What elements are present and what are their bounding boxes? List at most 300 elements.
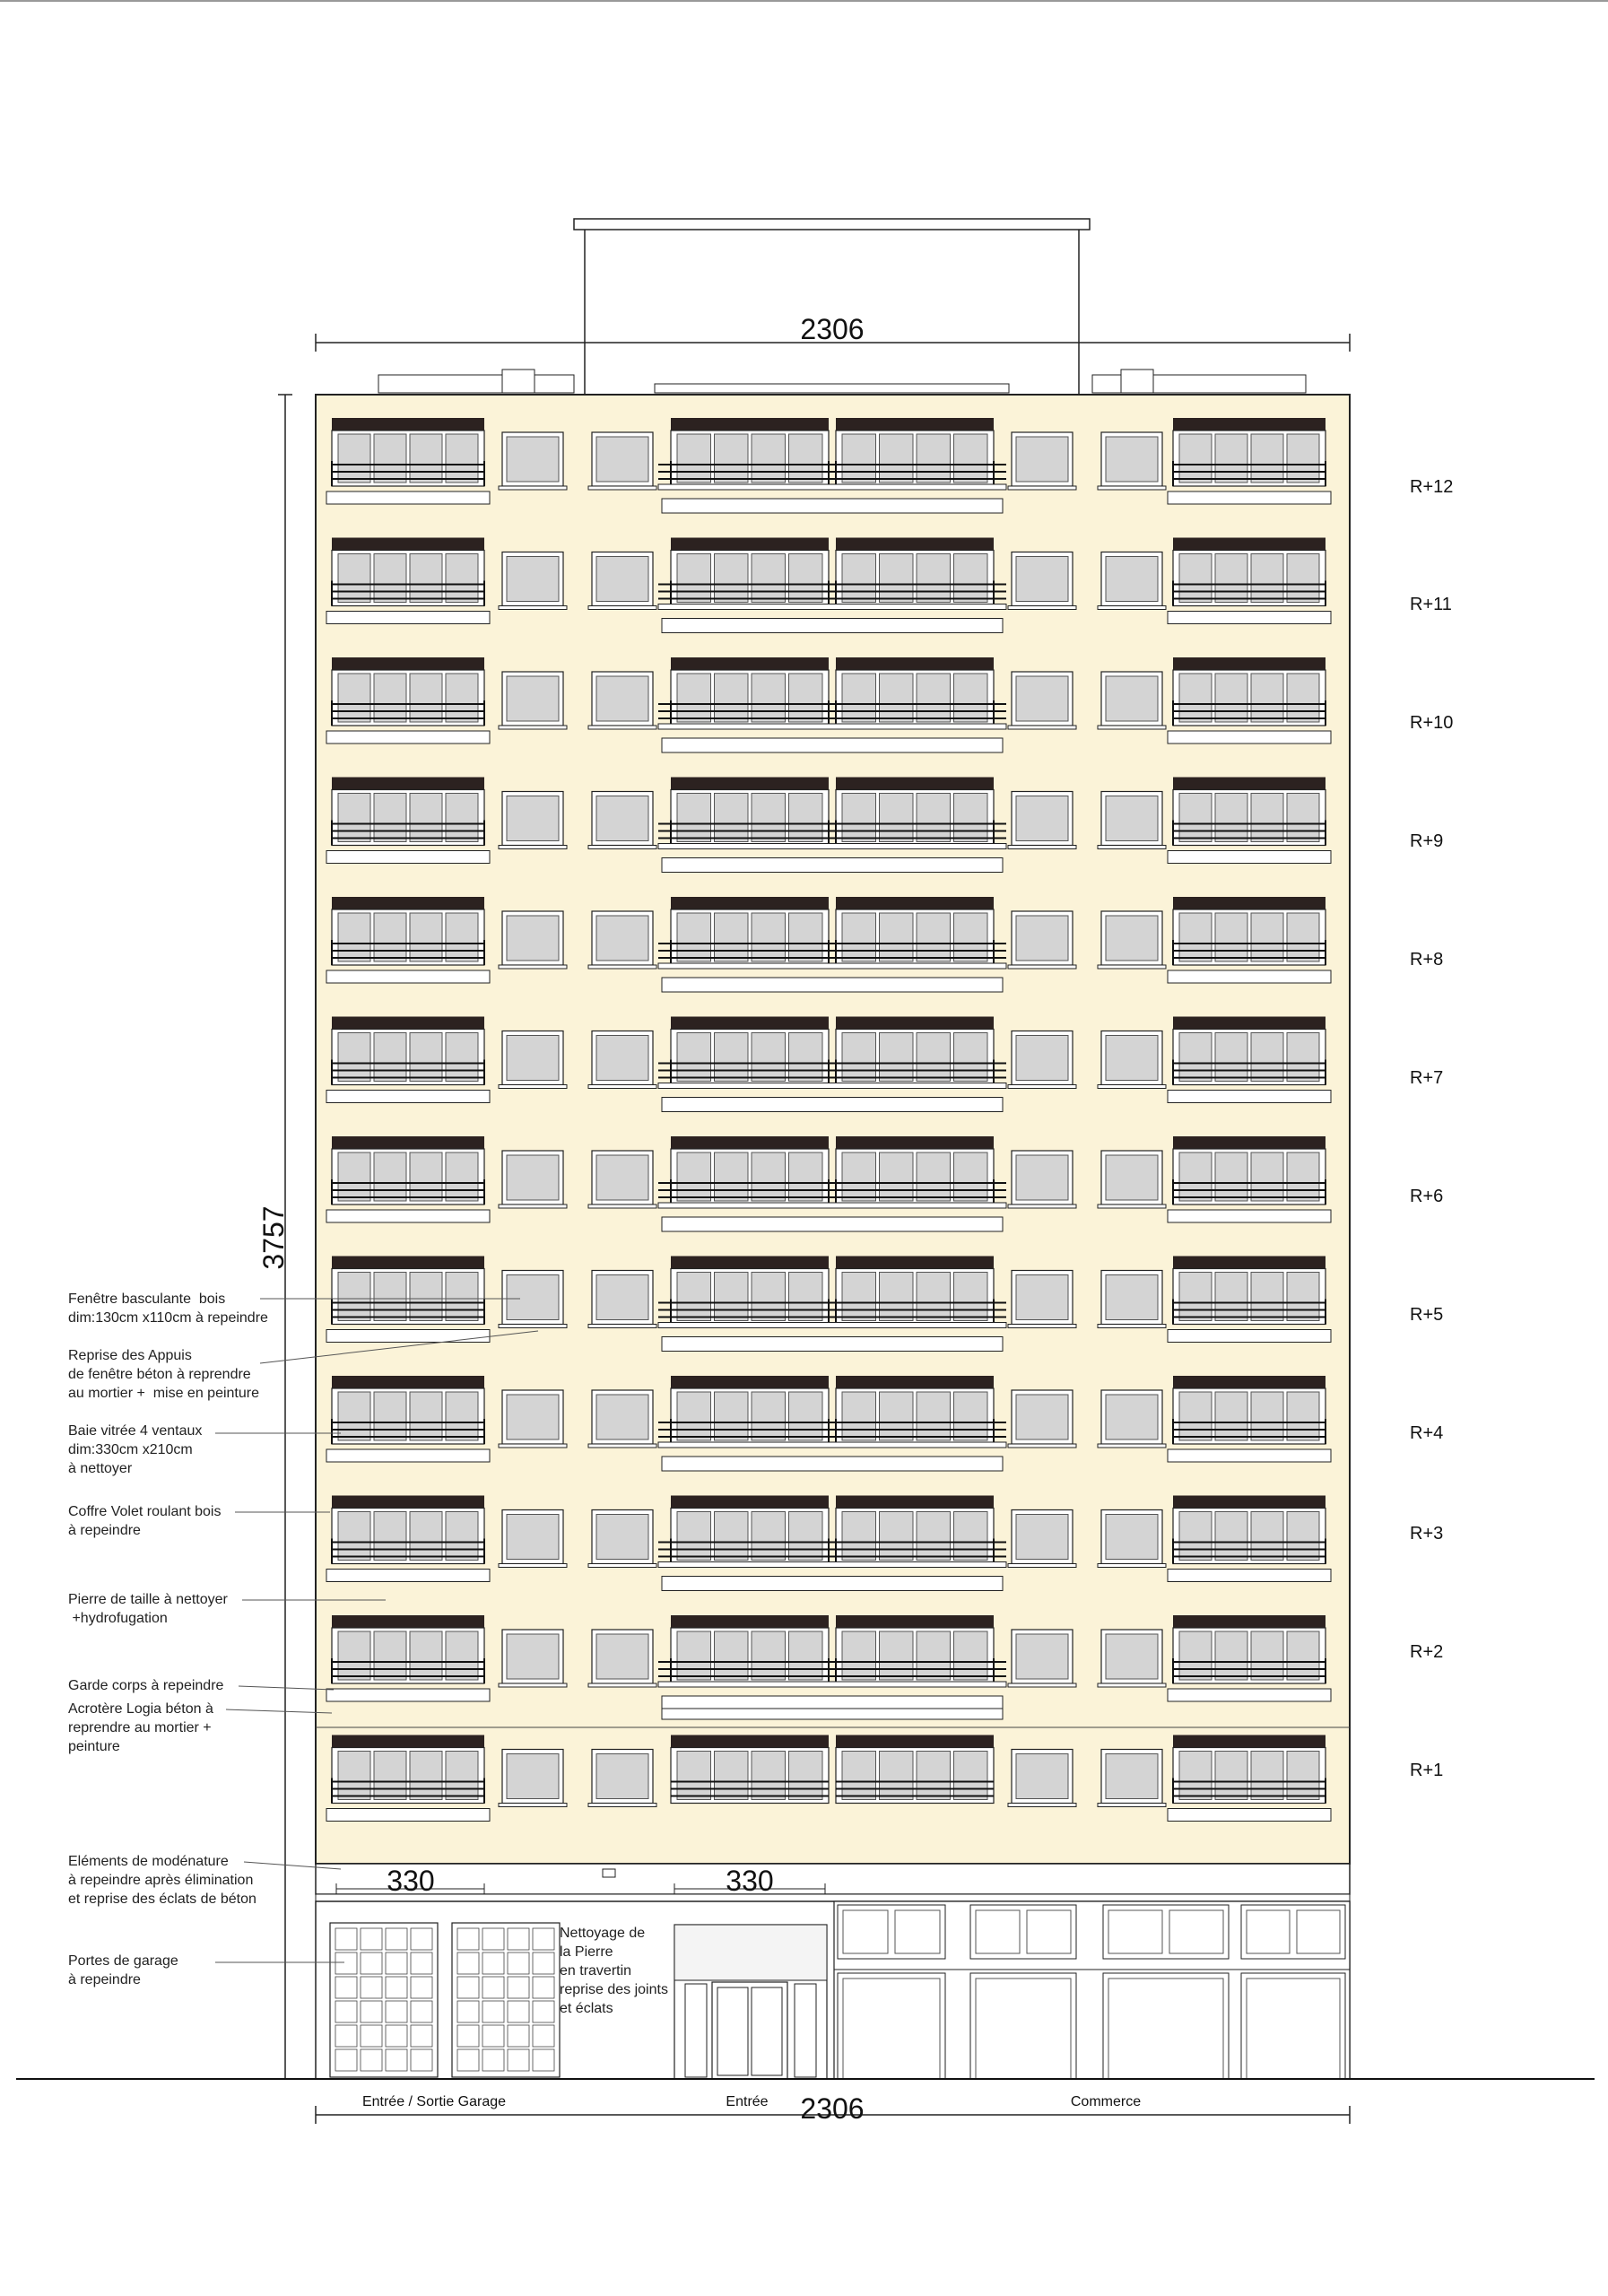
annotation-text: Baie vitrée 4 ventaux dim:330cm x210cm à nettoyer xyxy=(68,1423,203,1476)
glass-pane xyxy=(1251,674,1283,722)
window-sill xyxy=(499,1564,567,1568)
glass-pane xyxy=(1179,913,1212,961)
floor-11 xyxy=(326,538,1331,633)
annotation-7 xyxy=(68,1701,332,1754)
glass-pane xyxy=(789,913,823,961)
tilt-window-glass xyxy=(507,1155,559,1200)
shutter-box xyxy=(1173,1257,1326,1269)
transom-glass xyxy=(1247,1910,1290,1953)
loggia-slab xyxy=(1168,1330,1331,1343)
glass-pane xyxy=(374,913,406,961)
glass-pane xyxy=(954,913,988,961)
window-sill xyxy=(1008,1085,1076,1089)
balcony-soffit xyxy=(662,1709,1003,1719)
window-sill xyxy=(1098,1804,1166,1807)
window-sill xyxy=(1098,1085,1166,1089)
shutter-box xyxy=(836,657,994,670)
loggia-slab xyxy=(326,1210,490,1222)
garage-door-panel xyxy=(482,2001,504,2022)
annotation-text: Acrotère Logia béton à reprendre au mortier + peinture xyxy=(68,1701,213,1754)
glass-pane xyxy=(842,1631,876,1680)
glass-pane xyxy=(789,1033,823,1082)
shutter-box xyxy=(332,1615,484,1628)
commerce-glass xyxy=(1247,1979,1340,2079)
glass-pane xyxy=(917,913,951,961)
shutter-box xyxy=(836,1735,994,1748)
glass-pane xyxy=(446,1033,478,1082)
loggia-slab xyxy=(1168,1689,1331,1701)
glass-pane xyxy=(1287,1631,1319,1680)
tilt-window-glass xyxy=(507,796,559,841)
tilt-window-glass xyxy=(1106,916,1158,961)
glass-pane xyxy=(338,1392,370,1440)
glass-pane xyxy=(410,1273,442,1321)
shutter-box xyxy=(1173,418,1326,430)
tilt-window-glass xyxy=(1016,796,1068,841)
shutter-box xyxy=(836,538,994,551)
glass-pane xyxy=(1251,794,1283,842)
annotation-8 xyxy=(68,1854,341,1907)
garage-door-panel xyxy=(457,2049,479,2071)
glass-pane xyxy=(789,1631,823,1680)
tilt-window-glass xyxy=(507,1036,559,1081)
garage-door-panel xyxy=(457,2001,479,2022)
glass-pane xyxy=(880,794,914,842)
window-sill xyxy=(588,1683,656,1687)
glass-pane xyxy=(338,913,370,961)
glass-pane xyxy=(842,1512,876,1561)
glass-pane xyxy=(1179,554,1212,603)
shutter-box xyxy=(1173,778,1326,790)
tilt-window-glass xyxy=(1106,1395,1158,1439)
loggia-slab xyxy=(326,491,490,504)
glass-pane xyxy=(1179,1392,1212,1440)
tilt-window-glass xyxy=(507,1634,559,1679)
shutter-box xyxy=(332,538,484,551)
balcony-slab xyxy=(658,1323,1006,1328)
window-sill xyxy=(588,1564,656,1568)
glass-pane xyxy=(338,1273,370,1321)
transom-glass xyxy=(895,1910,940,1953)
garage-door-panel xyxy=(508,1977,529,1998)
glass-pane xyxy=(410,1512,442,1561)
glass-pane xyxy=(338,1631,370,1680)
shutter-box xyxy=(332,1735,484,1748)
balcony-slab xyxy=(658,604,1006,610)
level-label: R+12 xyxy=(1410,477,1454,497)
balcony-slab xyxy=(658,1562,1006,1568)
garage-door-panel xyxy=(361,1928,382,1950)
glass-pane xyxy=(338,434,370,483)
glass-pane xyxy=(1179,1033,1212,1082)
balcony-soffit xyxy=(662,1217,1003,1231)
loggia-slab xyxy=(326,612,490,624)
loggia-slab xyxy=(326,851,490,864)
annotation-9 xyxy=(68,1953,344,1987)
glass-pane xyxy=(410,554,442,603)
loggia-slab xyxy=(1168,1449,1331,1462)
garage-door-panel xyxy=(508,2001,529,2022)
tilt-window-glass xyxy=(507,557,559,602)
tilt-window-glass xyxy=(507,916,559,961)
glass-pane xyxy=(1215,1392,1247,1440)
garage-door-panel xyxy=(508,1952,529,1974)
garage-door-panel xyxy=(361,2001,382,2022)
level-label: R+8 xyxy=(1410,950,1444,970)
glass-pane xyxy=(880,674,914,722)
garage-door-panel xyxy=(386,2049,407,2071)
tilt-window-glass xyxy=(1016,676,1068,721)
floor-7 xyxy=(326,1017,1331,1112)
glass-pane xyxy=(410,1752,442,1800)
glass-pane xyxy=(410,674,442,722)
glass-pane xyxy=(374,434,406,483)
balcony-soffit xyxy=(662,499,1003,513)
garage-door-panel xyxy=(335,2001,357,2022)
balcony-soffit xyxy=(662,1577,1003,1591)
height-label: 3757 xyxy=(257,1205,290,1270)
tilt-window-glass xyxy=(1106,796,1158,841)
glass-pane xyxy=(842,1392,876,1440)
window-sill xyxy=(1008,1325,1076,1328)
transom-glass xyxy=(976,1910,1020,1953)
glass-pane xyxy=(374,1033,406,1082)
shutter-box xyxy=(836,1136,994,1149)
tilt-window-glass xyxy=(1016,1754,1068,1799)
tilt-window-glass xyxy=(1016,1515,1068,1560)
glass-pane xyxy=(1287,434,1319,483)
level-label: R+2 xyxy=(1410,1642,1444,1662)
glass-pane xyxy=(410,1392,442,1440)
window-sill xyxy=(499,606,567,610)
glass-pane xyxy=(677,1392,711,1440)
glass-pane xyxy=(1215,1273,1247,1321)
glass-pane xyxy=(1179,794,1212,842)
annotation-4 xyxy=(68,1504,330,1538)
loggia-slab xyxy=(326,731,490,744)
window-sill xyxy=(499,1205,567,1208)
rooftop-structure xyxy=(378,219,1306,395)
tilt-window-glass xyxy=(596,1155,648,1200)
balcony-soffit xyxy=(662,619,1003,633)
glass-pane xyxy=(917,1512,951,1561)
glass-pane xyxy=(880,1512,914,1561)
tilt-window-glass xyxy=(1016,437,1068,482)
glass-pane xyxy=(1215,794,1247,842)
window-sill xyxy=(1008,846,1076,849)
loggia-slab xyxy=(326,1570,490,1582)
glass-pane xyxy=(752,1152,786,1201)
glass-pane xyxy=(1287,1273,1319,1321)
glass-pane xyxy=(917,1033,951,1082)
glass-pane xyxy=(880,554,914,603)
glass-pane xyxy=(338,794,370,842)
glass-pane xyxy=(789,1752,823,1800)
glass-pane xyxy=(1287,1392,1319,1440)
window-sill xyxy=(499,1683,567,1687)
level-label: R+1 xyxy=(1410,1761,1444,1780)
glass-pane xyxy=(880,1631,914,1680)
glass-pane xyxy=(917,1392,951,1440)
glass-pane xyxy=(1287,1033,1319,1082)
garage-door-panel xyxy=(411,2025,432,2047)
glass-pane xyxy=(789,1392,823,1440)
modenature-band xyxy=(316,1864,1350,1901)
glass-pane xyxy=(752,1273,786,1321)
shutter-box xyxy=(332,897,484,909)
tilt-window-glass xyxy=(596,796,648,841)
glass-pane xyxy=(1287,794,1319,842)
balcony-slab xyxy=(658,484,1006,490)
glass-pane xyxy=(1287,1752,1319,1800)
garage-door-panel xyxy=(335,1928,357,1950)
tilt-window-glass xyxy=(1106,1036,1158,1081)
tilt-window-glass xyxy=(596,1275,648,1320)
window-sill xyxy=(1008,486,1076,490)
window-sill xyxy=(588,965,656,969)
garage-door-panel xyxy=(457,1952,479,1974)
glass-pane xyxy=(880,1752,914,1800)
tilt-window-glass xyxy=(1106,1275,1158,1320)
tilt-window-glass xyxy=(507,1754,559,1799)
floor-4 xyxy=(326,1376,1331,1471)
glass-pane xyxy=(1179,1152,1212,1201)
shutter-box xyxy=(332,657,484,670)
glass-pane xyxy=(410,1631,442,1680)
tilt-window-glass xyxy=(1016,1634,1068,1679)
level-label: R+6 xyxy=(1410,1187,1444,1206)
glass-pane xyxy=(954,434,988,483)
shutter-box xyxy=(671,657,829,670)
shutter-box xyxy=(1173,1136,1326,1149)
glass-pane xyxy=(752,434,786,483)
glass-pane xyxy=(1179,674,1212,722)
loggia-slab xyxy=(326,970,490,983)
glass-pane xyxy=(677,1752,711,1800)
window-sill xyxy=(1008,1564,1076,1568)
glass-pane xyxy=(715,1392,749,1440)
shutter-box xyxy=(1173,1376,1326,1388)
tilt-window-glass xyxy=(596,557,648,602)
level-label: R+5 xyxy=(1410,1305,1444,1325)
tilt-window-glass xyxy=(507,676,559,721)
loggia-slab xyxy=(326,1449,490,1462)
glass-pane xyxy=(1179,434,1212,483)
glass-pane xyxy=(1215,674,1247,722)
shutter-box xyxy=(836,418,994,430)
tilt-window-glass xyxy=(507,437,559,482)
glass-pane xyxy=(880,1392,914,1440)
transom-glass xyxy=(1297,1910,1340,1953)
garage-door-panel xyxy=(335,1952,357,1974)
window-sill xyxy=(588,486,656,490)
shutter-box xyxy=(332,1376,484,1388)
glass-pane xyxy=(880,913,914,961)
glass-pane xyxy=(1251,1273,1283,1321)
glass-pane xyxy=(677,1033,711,1082)
glass-pane xyxy=(338,1033,370,1082)
glass-pane xyxy=(1179,1752,1212,1800)
balcony-soffit xyxy=(662,858,1003,873)
glass-pane xyxy=(677,1512,711,1561)
shutter-box xyxy=(332,1496,484,1509)
glass-pane xyxy=(752,1631,786,1680)
garage-door-panel xyxy=(457,2025,479,2047)
glass-pane xyxy=(338,674,370,722)
balcony-slab xyxy=(658,844,1006,849)
glass-pane xyxy=(1251,554,1283,603)
shutter-box xyxy=(836,1376,994,1388)
glass-pane xyxy=(446,1273,478,1321)
glass-pane xyxy=(410,1152,442,1201)
window-sill xyxy=(1008,606,1076,610)
tilt-window-glass xyxy=(1106,1515,1158,1560)
shutter-box xyxy=(1173,1615,1326,1628)
glass-pane xyxy=(410,1033,442,1082)
loggia-slab xyxy=(1168,970,1331,983)
shutter-box xyxy=(836,1615,994,1628)
shutter-box xyxy=(671,1735,829,1748)
shutter-box xyxy=(836,1257,994,1269)
tilt-window-glass xyxy=(596,1515,648,1560)
glass-pane xyxy=(789,1273,823,1321)
glass-pane xyxy=(677,674,711,722)
tilt-window-glass xyxy=(1106,1634,1158,1679)
glass-pane xyxy=(677,794,711,842)
tilt-window-glass xyxy=(1106,1155,1158,1200)
glass-pane xyxy=(752,1392,786,1440)
glass-pane xyxy=(1215,554,1247,603)
shutter-box xyxy=(332,418,484,430)
balcony-soffit xyxy=(662,978,1003,992)
glass-pane xyxy=(954,1512,988,1561)
shutter-box xyxy=(332,1257,484,1269)
garage-door-panel xyxy=(533,2001,554,2022)
glass-pane xyxy=(715,434,749,483)
glass-pane xyxy=(338,1752,370,1800)
window-sill xyxy=(588,1444,656,1448)
level-label: R+10 xyxy=(1410,713,1454,733)
glass-pane xyxy=(1251,1392,1283,1440)
glass-pane xyxy=(410,794,442,842)
glass-pane xyxy=(677,1273,711,1321)
level-labels xyxy=(1410,477,1453,1780)
width-top-label: 2306 xyxy=(800,313,865,345)
glass-pane xyxy=(752,1512,786,1561)
glass-pane xyxy=(880,1273,914,1321)
glass-pane xyxy=(410,434,442,483)
garage-door-panel xyxy=(482,2025,504,2047)
tilt-window-glass xyxy=(596,1036,648,1081)
balcony-slab xyxy=(658,724,1006,729)
glass-pane xyxy=(677,1152,711,1201)
glass-pane xyxy=(446,1392,478,1440)
shutter-box xyxy=(836,1496,994,1509)
garage-door-panel xyxy=(335,1977,357,1998)
glass-pane xyxy=(1287,1152,1319,1201)
entrance-door xyxy=(674,1925,827,2079)
glass-pane xyxy=(374,794,406,842)
window-sill xyxy=(588,726,656,729)
floor-8 xyxy=(326,897,1331,992)
loggia-slab xyxy=(1168,1570,1331,1582)
glass-pane xyxy=(1251,1033,1283,1082)
window-sill xyxy=(588,846,656,849)
glass-pane xyxy=(374,1752,406,1800)
glass-pane xyxy=(1215,1631,1247,1680)
glass-pane xyxy=(374,1392,406,1440)
tilt-window-glass xyxy=(596,1634,648,1679)
shutter-box xyxy=(671,1257,829,1269)
glass-pane xyxy=(954,1273,988,1321)
window-sill xyxy=(1008,965,1076,969)
tilt-window-glass xyxy=(1016,557,1068,602)
balcony-slab xyxy=(658,1083,1006,1089)
loggia-slab xyxy=(326,1809,490,1822)
glass-pane xyxy=(954,1152,988,1201)
garage-door-panel xyxy=(508,1928,529,1950)
glass-pane xyxy=(677,1631,711,1680)
garage-door-panel xyxy=(482,2049,504,2071)
glass-pane xyxy=(917,794,951,842)
glass-pane xyxy=(1251,1152,1283,1201)
shutter-box xyxy=(836,897,994,909)
glass-pane xyxy=(374,1512,406,1561)
garage-door-panel xyxy=(533,2049,554,2071)
glass-pane xyxy=(1251,913,1283,961)
glass-pane xyxy=(338,1512,370,1561)
garage-door-panel xyxy=(508,2049,529,2071)
loggia-slab xyxy=(326,1330,490,1343)
glass-pane xyxy=(338,554,370,603)
garage-door-panel xyxy=(508,2025,529,2047)
shutter-box xyxy=(671,538,829,551)
window-sill xyxy=(499,1804,567,1807)
garage-door-panel xyxy=(482,1928,504,1950)
glass-pane xyxy=(446,1512,478,1561)
window-sill xyxy=(588,1325,656,1328)
loggia-slab xyxy=(1168,1091,1331,1103)
tilt-window-glass xyxy=(1016,1155,1068,1200)
glass-pane xyxy=(842,913,876,961)
glass-pane xyxy=(1287,554,1319,603)
garage-door-panel xyxy=(411,2001,432,2022)
glass-pane xyxy=(446,1152,478,1201)
glass-pane xyxy=(842,434,876,483)
window-sill xyxy=(499,965,567,969)
tilt-window-glass xyxy=(596,437,648,482)
tilt-window-glass xyxy=(1016,1395,1068,1439)
glass-pane xyxy=(446,434,478,483)
garage-door-panel xyxy=(386,2001,407,2022)
transom-glass xyxy=(1169,1910,1223,1953)
glass-pane xyxy=(789,1152,823,1201)
glass-pane xyxy=(1251,434,1283,483)
garage-door-panel xyxy=(411,1952,432,1974)
garage-door-panel xyxy=(533,1977,554,1998)
tilt-window-glass xyxy=(1016,916,1068,961)
glass-pane xyxy=(789,794,823,842)
glass-pane xyxy=(1287,674,1319,722)
width-bottom-label: 2306 xyxy=(800,2092,865,2125)
commerce-frontage xyxy=(834,1901,1350,2079)
shutter-box xyxy=(671,1376,829,1388)
annotation-text: Nettoyage de la Pierre en travertin reprise des joints et éclats xyxy=(560,1926,668,2016)
shutter-box xyxy=(671,1136,829,1149)
glass-pane xyxy=(1179,1631,1212,1680)
glass-pane xyxy=(1215,1033,1247,1082)
garage-door-panel xyxy=(386,1928,407,1950)
